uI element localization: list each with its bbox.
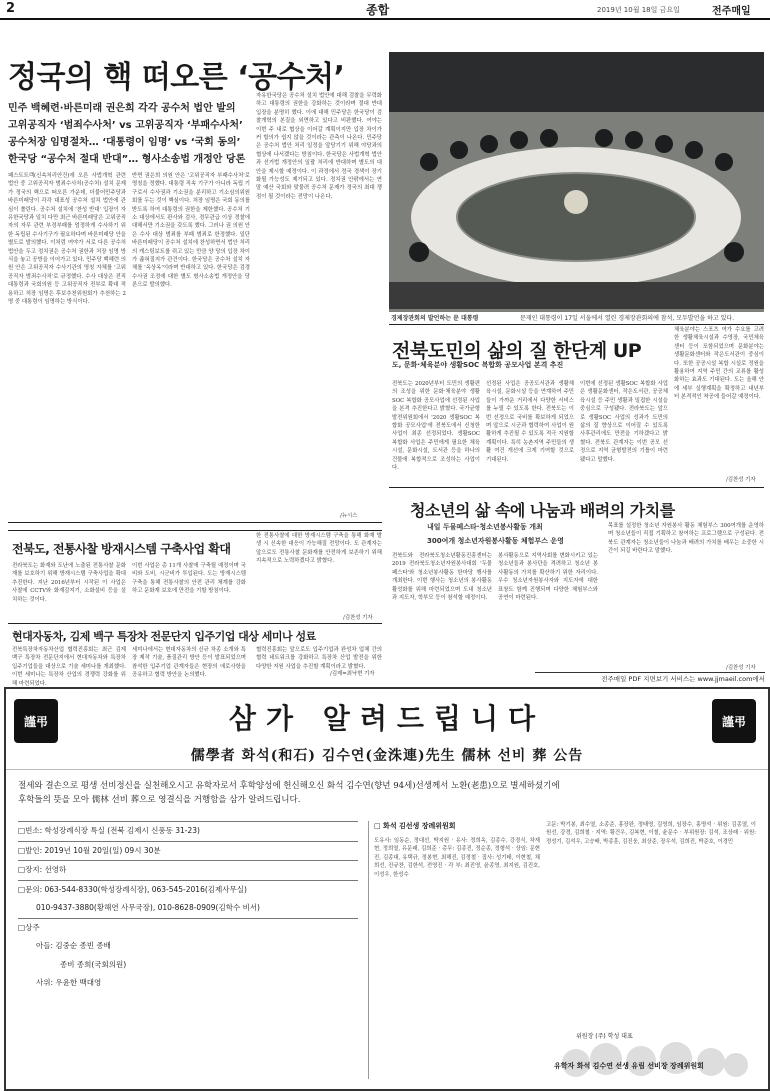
page-header — [0, 0, 770, 20]
story4-byline: /김찬성 기자 — [343, 615, 373, 621]
story2-body-col4: 체육분야는 스포츠 여가 수요를 고려한 생활체육시설과 수영장, 국민체육센터 등이 포함되었으며 문화분야는 생활문화센터와 작은도서관이 중심이다. 또한 공공시설 복합 시설로 정원을 활용하여 지역 주민 간의 교류를 활성화하는 효과도 기대된다. 도는 올해 안에 세부 실행계획을 확정하고 내년부터 본격적인 착공에 들어갈 예정이다. — [674, 327, 764, 401]
committee-title: □ 화석 김선생 장례위원회 — [374, 822, 456, 830]
story2-byline: /김찬성 기자 — [726, 477, 756, 483]
story5-body-col1: 전북특장차자동차산업 협력진흥회는 최근 김제 백구 특장차 전문단지에서 현대자동차와 특장차 입주기업들을 대상으로 기술 세미나를 개최했다. 이번 세미나는 특장차 산업의 경쟁력 강화를 위해 마련되었다. — [12, 647, 126, 687]
meeting-room-illustration — [389, 52, 764, 309]
story1-sub-3: 공수처장 임명절차… ‘대통령이 임명’ vs ‘국회 동의’ — [8, 137, 241, 148]
story3-deck-1: 내일 두물페스타·청소년봉사활동 개최 — [427, 523, 543, 531]
pdf-service-banner: 전주매일 PDF 지면보기 서비스는 www.jjmaeil.com에서 — [535, 672, 765, 685]
divider — [8, 522, 382, 523]
mourners-label: □상주 — [18, 918, 358, 938]
story3-body-col3: 목표를 설정한 청소년 자원봉사 활동 체험부스 300여개를 운영하며 청소년들이 직접 기획하고 참여하는 프로그램으로 구성된다. 전북도 관계자는 청소년들이 나눔과 배려의 가치를 배우는 소중한 시간이 되길 바란다고 말했다. — [608, 523, 764, 555]
story5-body-col3: 협력진흥회는 앞으로도 입주기업과 완성차 업체 간의 협력 네트워크를 강화하고 특장차 산업 발전을 위한 다양한 지원 사업을 추진할 계획이라고 밝혔다. — [256, 647, 382, 670]
divider — [389, 487, 764, 488]
story2-headline: 전북도민의 삶의 질 한단계 UP — [392, 340, 642, 362]
committee-list-left: 도유사: 임동순, 정대선, 박지원 · 유사: 정희옥, 김종수, 강경식, 차재현, 정희열, 유문래, 김희준 · 총무: 김종진, 정순종, 정형석 · 상임: 문현진, 김종대, 유택규, 정봉현, 최해진, 김정철 · 집사: 성기태, 이현철, 채희선, 진규찬, 김한석, 전영진 · 각 부: 최진영, 윤종영, 최지원, 김진호, 이성우, 한성수 — [374, 838, 540, 878]
seal-text: 謹弔 — [721, 714, 746, 729]
seal-text: 謹弔 — [23, 714, 48, 729]
news-photo — [389, 52, 764, 309]
mourner-1: 아들: 김중순 종빈 종배 — [36, 941, 111, 950]
divider — [8, 530, 382, 531]
story5-body-col2: 세미나에서는 현대자동차의 신규 차종 소개와 특장 제작 기술, 품질관리 방안 등이 발표되었으며 참석한 입주기업 관계자들은 현장의 애로사항을 공유하고 협력 방안을 논의했다. — [132, 647, 246, 679]
committee-signature: 유학자 화석 김수연 선생 유림 선비장 장례위원회 — [554, 1062, 704, 1070]
section-title: 종합 — [366, 3, 390, 17]
issue-date: 2019년 10월 18일 금요일 — [597, 6, 680, 14]
ad-subtitle: 儒學者 화석(和石) 김수연(金洙連)先生 儒林 선비 葬 公告 — [190, 748, 584, 764]
info-binso: □빈소: 학성장례식장 특실 (전북 김제시 신풍동 31-23) — [18, 821, 358, 841]
story4-body-col3: 한 전통사찰에 대한 방재시스템 구축을 통해 화재 발생 시 신속한 대응이 가능해질 전망이다. 도 관계자는 앞으로도 전통사찰 문화재를 안전하게 보존하기 위해 지속적으로 노력하겠다고 밝혔다. — [256, 533, 382, 565]
newspaper-name: 전주매일 — [712, 6, 751, 17]
ad-body-line-2: 후학들의 뜻을 모아 儒林 선비 葬으로 영결식을 거행함을 삼가 알려드립니다. — [18, 795, 301, 805]
story2-body-col2: 선정된 사업은 공공도서관과 생활체육시설, 문화시설 등을 연계하여 주민들이 가까운 거리에서 다양한 서비스를 누릴 수 있도록 한다. 전북도는 이번 선정으로 국비를 확보하게 되었으며 앞으로 시군과 협력하여 사업이 원활하게 추진될 수 있도록 적극 지원할 계획이다. 특히 농촌지역 주민들의 생활 여건 개선에 크게 기여할 것으로 기대된다. — [486, 381, 574, 463]
info-jangji: □장지: 선영하 — [18, 860, 358, 880]
story2-body-col3: 이번에 선정된 생활SOC 복합화 사업은 생활문화센터, 작은도서관, 공공체육시설 등 주민 생활과 밀접한 시설을 중심으로 구성됐다. 전라북도는 앞으로 생활SOC 사업의 성과가 도민의 삶의 질 향상으로 이어질 수 있도록 사후관리에도 만전을 기하겠다고 밝혔다. 전북도 관계자는 이번 공모 선정으로 지역 균형발전의 기틀이 마련됐다고 말했다. — [580, 381, 668, 463]
ad-body-line-1: 절세와 결손으로 평생 선비정신을 실천해오시고 유학자로서 후학양성에 헌신해오신 화석 김수연(향년 94세)선생께서 노환(老患)으로 별세하셨기에 — [18, 781, 560, 791]
info-contact-2: 010-9437-3880(황해연 사무국장), 010-8628-0909(김학수 비서) — [36, 903, 260, 912]
story4-body-col1: 전라북도는 화재와 도난에 노출된 전통사찰 문화재를 보호하기 위해 방재시스템 구축사업을 확대 추진한다. 지난 2016년부터 시작된 이 사업은 사찰에 CCTV와 화재감지기, 소화설비 등을 설치하는 것이다. — [12, 563, 126, 603]
story1-body-col3: 자유한국당은 공수처 설치 법안에 대해 검찰을 무력화하고 대통령의 권한을 강화하는 것이라며 절대 반대 입장을 분명히 했다. 이에 대해 민주당은 한국당이 검찰개혁의 본질을 외면하고 있다고 비판했다. 여야는 이번 주 내로 협상을 이어갈 계획이지만 입장 차이가 커 합의가 쉽지 않을 것이라는 관측이 나온다. 민주당은 공수처 법안 처리 일정을 앞당기기 위해 야당과의 협상에 나서겠다는 방침이다. 한국당은 사법개혁 법안과 선거법 개정안의 일괄 처리에 반대하며 별도의 대안을 제시할 예정이다. 이 과정에서 정국 경색이 장기화될 가능성도 제기되고 있다. 정치권 안팎에서는 연말 예산 국회와 맞물려 공수처 문제가 정국의 최대 쟁점이 될 것이라는 전망이 나온다. — [256, 93, 382, 200]
story2-deck: 도, 문화·체육분야 생활SOC 복합화 공모사업 본격 추진 — [392, 361, 564, 369]
funeral-info — [18, 821, 358, 993]
story3-body-col1: 전북도와 전라북도청소년활동진흥센터는 2019 전라북도청소년자원봉사대회 '두물페스타'와 청소년봉사활동 한마당 행사를 개최한다. 이번 행사는 청소년의 봉사활동 활성화를 위해 마련되었으며 도내 청소년과 지도자, 학부모 등이 참석할 예정이다. — [392, 553, 492, 602]
story1-byline: /뉴시스 — [340, 513, 358, 519]
divider — [389, 324, 764, 325]
photo-caption-title: 경제장관회의 발언하는 문 대통령 — [391, 315, 479, 322]
story3-body-col2: 봉사활동으로 지역사회를 변화시키고 있는 청소년들과 봉사단을 격려하고 청소년 봉사활동의 가치를 확산하기 위한 자리이다. 우수 청소년자원봉사자와 지도자에 대한 표창도 함께 진행되며 다양한 체험부스와 공연이 마련된다. — [498, 553, 598, 602]
divider — [6, 769, 768, 770]
obituary-ad — [4, 687, 770, 1091]
story2-body-col1: 전북도는 2020년부터 도민의 생활편의 조성을 위한 문화·체육분야 생활SOC 복합화 공모사업에 선정된 사업을 본격 추진한다고 밝혔다. 국가균형발전위원회에서 '2020 생활SOC 복합화 공모사업'에 전북도에서 신청한 사업이 최종 선정되었다. 생활SOC 복합화 사업은 주민에게 필요한 체육시설, 문화시설, 도서관 등을 하나의 건물에 복합적으로 조성하는 사업이다. — [392, 381, 480, 472]
story5-headline: 현대자동차, 김제 백구 특장차 전문단지 입주기업 대상 세미나 성료 — [12, 630, 316, 643]
story3-headline: 청소년의 삶 속에 나눔과 배려의 가치를 — [410, 501, 675, 520]
info-contact: □문의: 063-544-8330(학성장례식장), 063-545-2016(김제사무실) — [18, 880, 358, 900]
ad-title: 삼가 알려드립니다 — [228, 702, 546, 735]
story1-sub-1: 민주 백혜련·바른미래 권은희 각각 공수처 법안 발의 — [8, 103, 236, 114]
story3-byline: /김찬성 기자 — [726, 665, 756, 671]
committee-list-right: 고문: 박기봉, 최수열, 소종준, 홍장완, 정태영, 김영희, 임장수, 홍명석 · 위원: 김종열, 이원선, 강경, 김희철 · 지역: 황건우, 김복현, 이철, 윤문수 · 부위원장: 김석, 조상래 · 위원: 정성기, 김석우, 고승배, 박종훈, 김진웅, 최상준, 장우석, 김희진, 박준호, 이경민 — [546, 822, 756, 845]
story4-headline: 전북도, 전통사찰 방재시스템 구축사업 확대 — [12, 542, 231, 556]
story1-body-col1: 패스트트랙(신속처리안건)에 오른 사법개혁 관련 법안 중 고위공직자 범죄수사처(공수처) 설치 문제가 정국의 핵으로 떠오른 가운데, 더불어민주당과 바른미래당이 각각 대표성 공수처 설치 법안에 관심이 쏠린다. 공수처 설치에 '찬성 반대' 입장이 자유한국당과 일치 다만 최근 바른미래당은 고위공직자의 자무 관련 부정부패를 엄정하게 수사하기 위한 독립된 수사기구가 필요하다며 바른미래당 안을 별도로 발의했다. 이처럼 여야가 서로 다른 공수처 법안을 두고 정치권은 공수처 권한과 처장 임명 방식을 놓고 공방을 이어가고 있다. 민주당 백혜련 의원 안은 고위공직자 수사기관의 명칭 자체를 '고위공직자 범죄수사처'로 규정했다. 수사 대상은 전직 대통령과 국회의원 등 고위공직자 전부로 확대 적용하고 처장 임명은 후보추천위원회가 추천하는 2명 중 대통령이 임명하는 방식이다. — [8, 173, 126, 306]
mourner-2: 종비 종희(국회의원) — [60, 959, 127, 969]
divider — [368, 821, 369, 1079]
story3-deck-2: 300여개 청소년자원봉사활동 체험부스 운영 — [427, 537, 564, 545]
story5-byline: /김제=최낙현 기자 — [330, 671, 375, 677]
mourner-3: 사위: 우윤한 백대영 — [36, 978, 102, 987]
story1-sub-4: 한국당 “공수처 절대 반대”… 형사소송법 개정안 당론 — [8, 154, 246, 165]
story1-body-col2: 반면 권은희 의원 안은 '고위공직자 부패수사처'로 명칭을 정했다. 대통령 직속 기구가 아니라 독립 기구로서 수사권과 기소권을 분리하고 기소심의위원회를 두는 것이 핵심이다. 처장 임명은 국회 동의를 받도록 하여 대통령의 권한을 제한했다. 공수처 기소 대상에서도 판사와 검사, 경무관급 이상 경찰에 대해서만 기소권을 갖도록 했다. 그러나 권 의원 안은 수사 대상 범죄를 부패 범죄로 한정했다. 일단 바른미래당이 공수처 설치에 찬성하면서 법안 처리의 캐스팅보트를 쥐고 있는 만큼 양 당의 입장 차이가 좁혀질지가 관건이다. 한국당은 공수처 설치 자체를 '옥상옥'이라며 반대하고 있다. 한국당은 검경 수사권 조정에 대한 별도 형사소송법 개정안을 당론으로 발의했다. — [132, 173, 250, 289]
story1-sub-2: 고위공직자 ‘범죄수사처’ vs 고위공직자 ‘부패수사처’ — [8, 120, 243, 131]
photo-caption-body: 문재인 대통령이 17일 서울에서 열린 경제장관회의에 참석, 모두발언을 하고 있다. — [520, 315, 735, 322]
info-balin: □발인: 2019년 10월 20일(일) 09시 30분 — [18, 841, 358, 861]
divider — [8, 623, 382, 624]
story4-body-col2: 이번 사업은 총 11개 사찰에 구축될 예정이며 국비와 도비, 시군비가 투입된다. 도는 방재시스템 구축을 통해 전통사찰의 안전 관리 체계를 강화하고 문화재 보호에 만전을 기할 방침이다. — [132, 563, 246, 595]
story1-headline: 정국의 핵 떠오른 ‘공수처’ — [8, 60, 345, 95]
page-number: 2 — [6, 1, 16, 16]
ad-body — [18, 779, 758, 807]
committee-chair: 위원장 (주) 학성 대표 — [576, 1033, 633, 1040]
